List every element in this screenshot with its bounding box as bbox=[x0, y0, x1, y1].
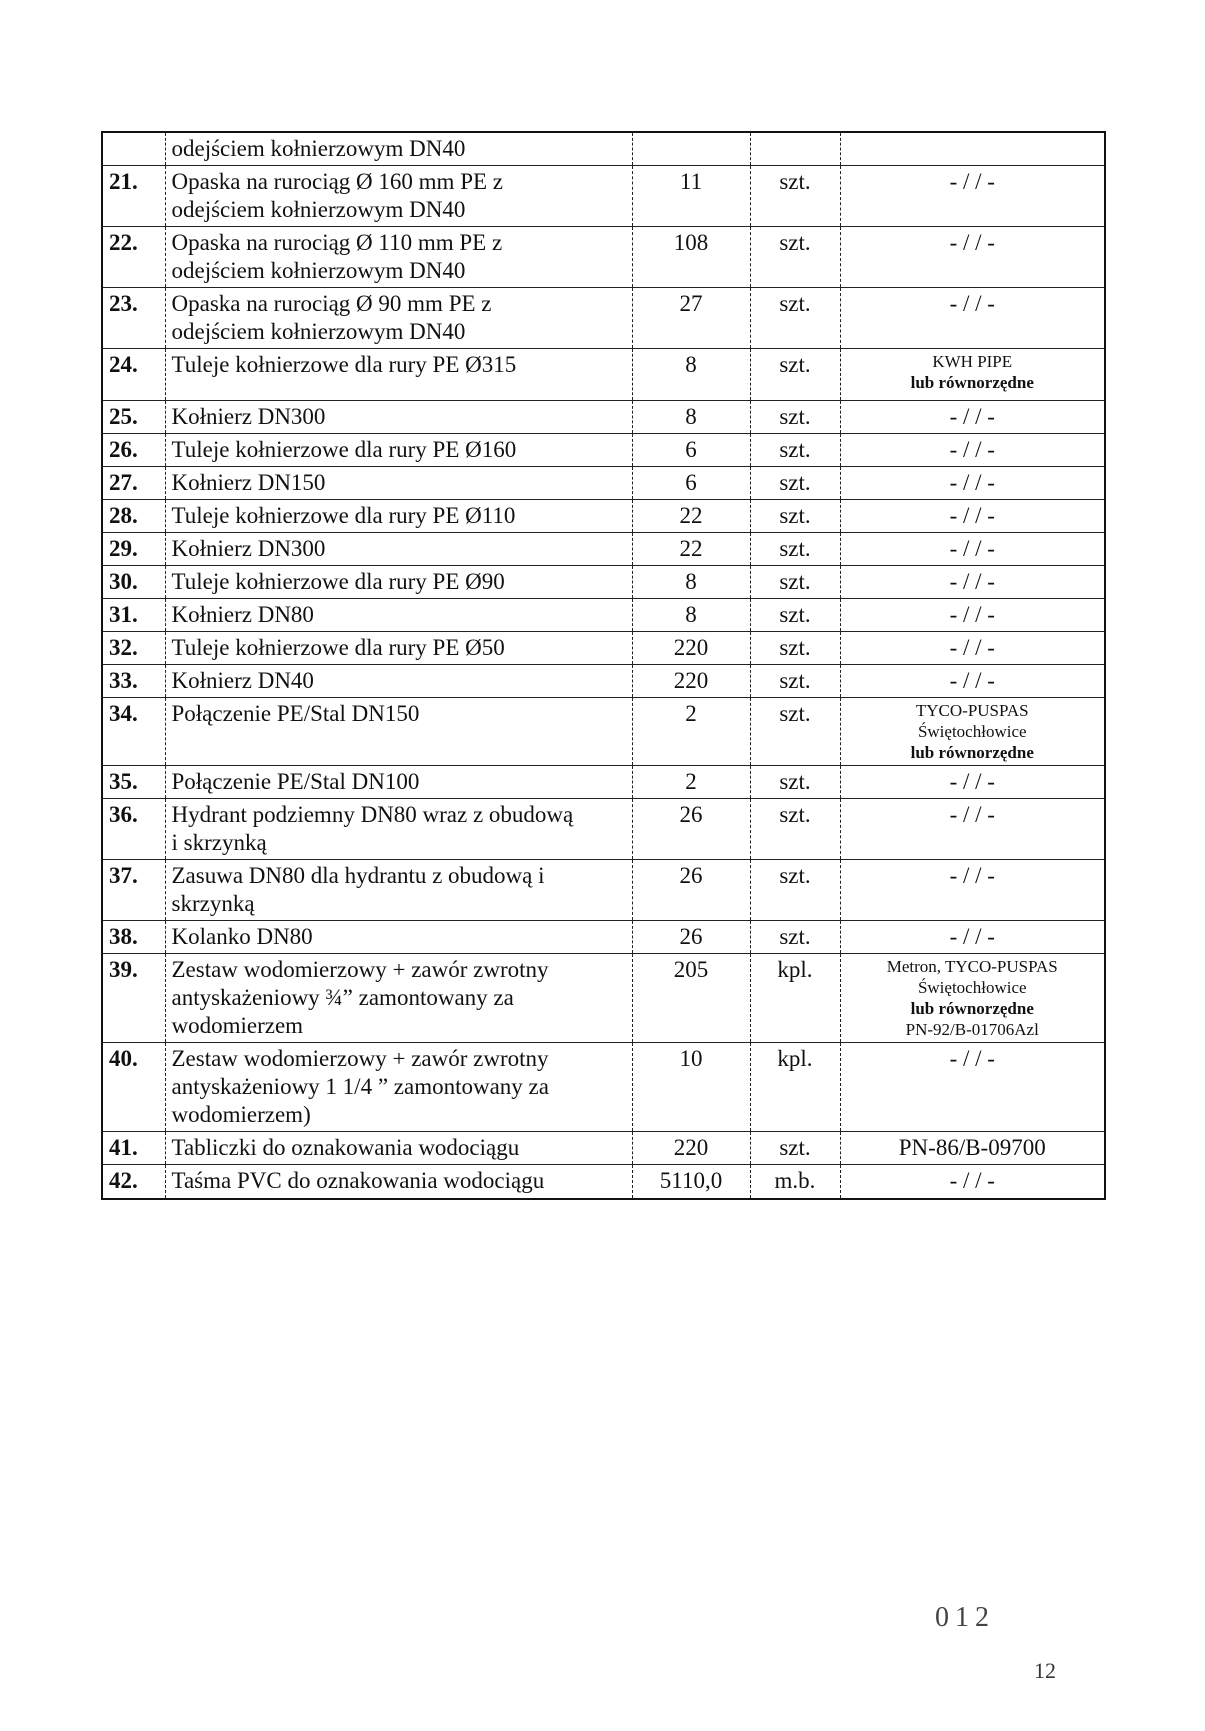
table-row bbox=[102, 566, 1105, 599]
quantity-cell: 8 bbox=[632, 566, 750, 599]
row-number: 34. bbox=[102, 698, 165, 766]
unit-cell: szt. bbox=[750, 467, 840, 500]
manufacturer-standard-cell bbox=[840, 860, 1105, 921]
manufacturer-line: - / / - bbox=[949, 802, 995, 827]
manufacturer-standard-cell bbox=[840, 349, 1105, 401]
manufacturer-line: - / / - bbox=[949, 230, 995, 255]
quantity-cell: 220 bbox=[632, 632, 750, 665]
description-line: Taśma PVC do oznakowania wodociągu bbox=[171, 1168, 545, 1193]
row-number: 42. bbox=[102, 1165, 165, 1199]
manufacturer-standard-cell bbox=[840, 434, 1105, 467]
unit-cell: szt. bbox=[750, 1132, 840, 1165]
quantity-cell: 2 bbox=[632, 698, 750, 766]
description-line: Tabliczki do oznakowania wodociągu bbox=[171, 1135, 520, 1160]
description-line: Tuleje kołnierzowe dla rury PE Ø50 bbox=[171, 635, 505, 660]
quantity-cell: 220 bbox=[632, 665, 750, 698]
row-number: 31. bbox=[102, 599, 165, 632]
unit-cell: szt. bbox=[750, 349, 840, 401]
unit-cell: szt. bbox=[750, 799, 840, 860]
manufacturer-line: - / / - bbox=[949, 291, 995, 316]
item-description bbox=[165, 401, 632, 434]
item-description bbox=[165, 665, 632, 698]
description-line: antyskażeniowy ¾” zamontowany za bbox=[171, 985, 514, 1010]
description-line: Opaska na rurociąg Ø 160 mm PE z bbox=[171, 169, 504, 194]
unit-cell: szt. bbox=[750, 766, 840, 799]
row-number: 23. bbox=[102, 288, 165, 349]
description-line: odejściem kołnierzowym DN40 bbox=[171, 136, 466, 161]
manufacturer-line: - / / - bbox=[949, 569, 995, 594]
table-row bbox=[102, 1165, 1105, 1199]
manufacturer-line: - / / - bbox=[949, 635, 995, 660]
item-description bbox=[165, 288, 632, 349]
row-number: 38. bbox=[102, 921, 165, 954]
item-description bbox=[165, 599, 632, 632]
manufacturer-standard-cell bbox=[840, 166, 1105, 227]
table-row bbox=[102, 766, 1105, 799]
quantity-cell: 8 bbox=[632, 349, 750, 401]
table-row bbox=[102, 434, 1105, 467]
manufacturer-standard-cell bbox=[840, 1043, 1105, 1132]
item-description bbox=[165, 566, 632, 599]
unit-cell: szt. bbox=[750, 632, 840, 665]
row-number: 24. bbox=[102, 349, 165, 401]
description-line: Kołnierz DN40 bbox=[171, 668, 314, 693]
item-description bbox=[165, 698, 632, 766]
quantity-cell: 205 bbox=[632, 954, 750, 1043]
manufacturer-line: Świętochłowice bbox=[917, 722, 1027, 741]
manufacturer-standard-cell bbox=[840, 954, 1105, 1043]
manufacturer-line: - / / - bbox=[949, 769, 995, 794]
manufacturer-standard-cell bbox=[840, 921, 1105, 954]
quantity-cell: 22 bbox=[632, 533, 750, 566]
manufacturer-standard-cell bbox=[840, 766, 1105, 799]
page-number: 12 bbox=[1034, 1658, 1056, 1683]
item-description bbox=[165, 349, 632, 401]
unit-cell: szt. bbox=[750, 921, 840, 954]
description-line: Kołnierz DN150 bbox=[171, 470, 326, 495]
description-line: Opaska na rurociąg Ø 110 mm PE z bbox=[171, 230, 503, 255]
unit-cell: szt. bbox=[750, 166, 840, 227]
manufacturer-line: - / / - bbox=[949, 437, 995, 462]
manufacturer-standard-cell bbox=[840, 665, 1105, 698]
table-row bbox=[102, 500, 1105, 533]
item-description bbox=[165, 533, 632, 566]
table-row bbox=[102, 288, 1105, 349]
description-line: Hydrant podziemny DN80 wraz z obudową bbox=[171, 802, 574, 827]
item-description bbox=[165, 1132, 632, 1165]
unit-cell: szt. bbox=[750, 533, 840, 566]
table-row bbox=[102, 1132, 1105, 1165]
manufacturer-standard-cell bbox=[840, 288, 1105, 349]
description-line: odejściem kołnierzowym DN40 bbox=[171, 258, 466, 283]
manufacturer-standard-cell bbox=[840, 1165, 1105, 1199]
quantity-cell: 8 bbox=[632, 599, 750, 632]
table-row bbox=[102, 533, 1105, 566]
item-description bbox=[165, 1043, 632, 1132]
description-line: Kołnierz DN80 bbox=[171, 602, 314, 627]
manufacturer-standard-cell bbox=[840, 533, 1105, 566]
row-number: 32. bbox=[102, 632, 165, 665]
row-number: 39. bbox=[102, 954, 165, 1043]
quantity-cell: 26 bbox=[632, 799, 750, 860]
quantity-cell bbox=[632, 132, 750, 166]
row-number: 21. bbox=[102, 166, 165, 227]
quantity-cell: 6 bbox=[632, 467, 750, 500]
table-row bbox=[102, 665, 1105, 698]
row-number: 35. bbox=[102, 766, 165, 799]
quantity-cell: 5110,0 bbox=[632, 1165, 750, 1199]
item-description bbox=[165, 954, 632, 1043]
manufacturer-standard-cell bbox=[840, 599, 1105, 632]
row-number: 30. bbox=[102, 566, 165, 599]
quantity-cell: 8 bbox=[632, 401, 750, 434]
description-line: wodomierzem) bbox=[171, 1102, 311, 1127]
description-line: Zestaw wodomierzowy + zawór zwrotny bbox=[171, 957, 549, 982]
item-description bbox=[165, 227, 632, 288]
manufacturer-line: - / / - bbox=[949, 470, 995, 495]
handwritten-sheet-mark: 012 bbox=[935, 1602, 995, 1633]
table-row bbox=[102, 860, 1105, 921]
row-number: 29. bbox=[102, 533, 165, 566]
description-line: antyskażeniowy 1 1/4 ” zamontowany za bbox=[171, 1074, 549, 1099]
manufacturer-line: - / / - bbox=[949, 668, 995, 693]
manufacturer-line: - / / - bbox=[949, 503, 995, 528]
quantity-cell: 6 bbox=[632, 434, 750, 467]
table-row bbox=[102, 632, 1105, 665]
manufacturer-line: - / / - bbox=[949, 536, 995, 561]
item-description bbox=[165, 467, 632, 500]
row-number: 37. bbox=[102, 860, 165, 921]
manufacturer-line: - / / - bbox=[949, 602, 995, 627]
row-number: 36. bbox=[102, 799, 165, 860]
description-line: Zestaw wodomierzowy + zawór zwrotny bbox=[171, 1046, 549, 1071]
manufacturer-line: - / / - bbox=[949, 404, 995, 429]
quantity-cell: 11 bbox=[632, 166, 750, 227]
table-row bbox=[102, 599, 1105, 632]
description-line: i skrzynką bbox=[171, 830, 267, 855]
quantity-cell: 2 bbox=[632, 766, 750, 799]
unit-cell: szt. bbox=[750, 288, 840, 349]
manufacturer-line: Świętochłowice bbox=[917, 978, 1027, 997]
quantity-cell: 10 bbox=[632, 1043, 750, 1132]
manufacturer-line: Metron, TYCO-PUSPAS bbox=[886, 957, 1058, 976]
manufacturer-standard-cell bbox=[840, 698, 1105, 766]
unit-cell: szt. bbox=[750, 401, 840, 434]
description-line: Tuleje kołnierzowe dla rury PE Ø90 bbox=[171, 569, 505, 594]
table-row bbox=[102, 1043, 1105, 1132]
table-row bbox=[102, 227, 1105, 288]
unit-cell: szt. bbox=[750, 665, 840, 698]
table-row bbox=[102, 349, 1105, 401]
item-description bbox=[165, 500, 632, 533]
item-description bbox=[165, 434, 632, 467]
item-description bbox=[165, 921, 632, 954]
specification-table bbox=[101, 131, 1106, 1200]
manufacturer-line: KWH PIPE bbox=[932, 352, 1013, 371]
row-number: 33. bbox=[102, 665, 165, 698]
table-row bbox=[102, 921, 1105, 954]
description-line: Tuleje kołnierzowe dla rury PE Ø110 bbox=[171, 503, 516, 528]
item-description bbox=[165, 860, 632, 921]
unit-cell: szt. bbox=[750, 860, 840, 921]
item-description bbox=[165, 766, 632, 799]
manufacturer-line: PN-92/B-01706Azl bbox=[905, 1020, 1039, 1039]
unit-cell: kpl. bbox=[750, 1043, 840, 1132]
table-row bbox=[102, 401, 1105, 434]
table-row bbox=[102, 166, 1105, 227]
description-line: Zasuwa DN80 dla hydrantu z obudową i bbox=[171, 863, 545, 888]
row-number: 28. bbox=[102, 500, 165, 533]
description-line: Kołnierz DN300 bbox=[171, 536, 326, 561]
manufacturer-standard-cell bbox=[840, 401, 1105, 434]
description-line: Opaska na rurociąg Ø 90 mm PE z bbox=[171, 291, 492, 316]
unit-cell bbox=[750, 132, 840, 166]
unit-cell: szt. bbox=[750, 599, 840, 632]
manufacturer-standard-cell bbox=[840, 467, 1105, 500]
description-line: odejściem kołnierzowym DN40 bbox=[171, 319, 466, 344]
table-row bbox=[102, 698, 1105, 766]
item-description bbox=[165, 1165, 632, 1199]
unit-cell: szt. bbox=[750, 434, 840, 467]
manufacturer-standard-cell bbox=[840, 799, 1105, 860]
row-number: 25. bbox=[102, 401, 165, 434]
item-description bbox=[165, 132, 632, 166]
manufacturer-line: - / / - bbox=[949, 1046, 995, 1071]
unit-cell: szt. bbox=[750, 698, 840, 766]
manufacturer-line: - / / - bbox=[949, 1168, 995, 1193]
table-row bbox=[102, 467, 1105, 500]
description-line: Tuleje kołnierzowe dla rury PE Ø160 bbox=[171, 437, 517, 462]
description-line: Połączenie PE/Stal DN100 bbox=[171, 769, 420, 794]
row-number: 27. bbox=[102, 467, 165, 500]
quantity-cell: 27 bbox=[632, 288, 750, 349]
table-row bbox=[102, 132, 1105, 166]
quantity-cell: 108 bbox=[632, 227, 750, 288]
manufacturer-line: PN-86/B-09700 bbox=[898, 1135, 1046, 1160]
quantity-cell: 26 bbox=[632, 860, 750, 921]
description-line: Kolanko DN80 bbox=[171, 924, 313, 949]
description-line: Kołnierz DN300 bbox=[171, 404, 326, 429]
row-number: 40. bbox=[102, 1043, 165, 1132]
manufacturer-standard-cell bbox=[840, 566, 1105, 599]
quantity-cell: 26 bbox=[632, 921, 750, 954]
manufacturer-standard-cell bbox=[840, 132, 1105, 166]
description-line: wodomierzem bbox=[171, 1013, 304, 1038]
unit-cell: kpl. bbox=[750, 954, 840, 1043]
manufacturer-line: lub równorzędne bbox=[910, 743, 1034, 762]
manufacturer-standard-cell bbox=[840, 632, 1105, 665]
table-row bbox=[102, 799, 1105, 860]
description-line: Połączenie PE/Stal DN150 bbox=[171, 701, 420, 726]
manufacturer-line: TYCO-PUSPAS bbox=[915, 701, 1029, 720]
manufacturer-standard-cell bbox=[840, 500, 1105, 533]
manufacturer-line: - / / - bbox=[949, 924, 995, 949]
quantity-cell: 220 bbox=[632, 1132, 750, 1165]
manufacturer-line: lub równorzędne bbox=[910, 999, 1034, 1018]
table-body bbox=[102, 132, 1105, 1199]
description-line: skrzynką bbox=[171, 891, 255, 916]
manufacturer-standard-cell bbox=[840, 1132, 1105, 1165]
unit-cell: szt. bbox=[750, 566, 840, 599]
unit-cell: m.b. bbox=[750, 1165, 840, 1199]
item-description bbox=[165, 166, 632, 227]
unit-cell: szt. bbox=[750, 227, 840, 288]
manufacturer-line: - / / - bbox=[949, 169, 995, 194]
item-description bbox=[165, 632, 632, 665]
description-line: Tuleje kołnierzowe dla rury PE Ø315 bbox=[171, 352, 517, 377]
row-number: 41. bbox=[102, 1132, 165, 1165]
description-line: odejściem kołnierzowym DN40 bbox=[171, 197, 466, 222]
table-row bbox=[102, 954, 1105, 1043]
row-number: 26. bbox=[102, 434, 165, 467]
row-number: 22. bbox=[102, 227, 165, 288]
manufacturer-line: lub równorzędne bbox=[910, 373, 1034, 392]
manufacturer-standard-cell bbox=[840, 227, 1105, 288]
quantity-cell: 22 bbox=[632, 500, 750, 533]
manufacturer-line: - / / - bbox=[949, 863, 995, 888]
row-number bbox=[102, 132, 165, 166]
item-description bbox=[165, 799, 632, 860]
unit-cell: szt. bbox=[750, 500, 840, 533]
